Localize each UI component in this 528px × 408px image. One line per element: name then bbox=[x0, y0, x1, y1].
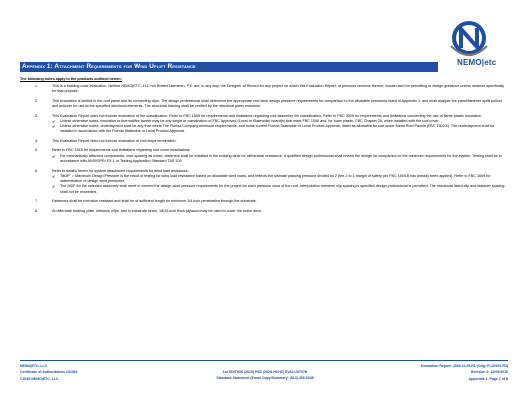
list-item-text: Refer to details herein for system attachment requirements for wind load resistance. bbox=[52, 168, 189, 173]
sub-item-text: "MDP" = Maximum Design Pressure is the result of testing for wind load resistance based on allowable wind loads, and reflects the ultimate passing pressure divided by 2 (the 2 to 1 margin of safety per FBC 1504.8 has already been applied). Refer to FBC 1609 for determination of design wind pressures. bbox=[60, 173, 491, 184]
footer-right bbox=[421, 363, 508, 382]
footer-left bbox=[20, 363, 77, 382]
checkmark-icon: ✔ bbox=[52, 173, 56, 179]
list-item-number: 8. bbox=[35, 208, 39, 213]
notes-list bbox=[20, 84, 508, 218]
list-item bbox=[20, 148, 508, 164]
footer-report-number: Evaluation Report: 4545.11.25-R1 (Orig: FL10520-R4) bbox=[420, 364, 508, 368]
footer-company: NEMO|ETC, LLC bbox=[20, 364, 48, 368]
list-item bbox=[20, 139, 508, 144]
list-item-number: 1. bbox=[35, 84, 39, 88]
footer-divider bbox=[20, 360, 508, 361]
list-item-number: 2. bbox=[35, 98, 39, 103]
list-item-number: 4. bbox=[35, 138, 39, 143]
checkmark-icon: ✔ bbox=[52, 118, 56, 124]
title-bar bbox=[20, 62, 438, 72]
list-item-text: Fasteners shall be corrosion resistant and shall be of sufficient length for minimum 3/4-inch penetration through the substrate. bbox=[52, 199, 257, 204]
sub-item-text: Unless otherwise noted, underlayment shall be any that meets The Florida Company minimum requirements, and holds current Florida Statewide or Local Product Approval; listed as allowable for use under Metal Roof Panels (FBC 1502.4). The underlayment shall be installed in accordance with the Florida Statewide or Local Product Approval. bbox=[60, 124, 495, 134]
page-title: Appendix 1: Attachment Requirements for Wind Uplift Resistance bbox=[22, 63, 196, 70]
sub-item bbox=[52, 154, 508, 165]
footer-copyright: ©2015 NEMO|ETC, LLC bbox=[20, 376, 59, 381]
list-item-number: 3. bbox=[35, 113, 39, 118]
sub-item-text: The MDP for the selected assembly shall meet or exceed the design wind pressure requirements for the project for each pressure zone of the roof. Interpolation between clip spacing is specified design professional is permitted. The maximum listed clip and fastener spacing shall not be exceeded. bbox=[60, 184, 505, 194]
list-item-number: 6. bbox=[35, 168, 39, 173]
list-item-text: This is a building code evaluation. Neither NEMO|ETC, LLC nor Robert Nieminen, P.E. are, in any way, the Designer of Record for any project on which this Evaluation Report, or previous versions thereof, is/was used for permitting or design guidance unless retained specifically for that purpose. bbox=[52, 84, 505, 94]
sub-item bbox=[52, 124, 508, 135]
footer-revision: Revision 2: 12/09/2015 bbox=[470, 370, 508, 375]
list-item bbox=[20, 169, 508, 195]
checkmark-icon: ✔ bbox=[52, 153, 56, 159]
list-item bbox=[20, 84, 508, 95]
footer-center bbox=[180, 369, 350, 382]
list-item bbox=[20, 199, 508, 204]
logo-text: NEMO|etc bbox=[457, 58, 497, 67]
checkmark-icon: ✔ bbox=[52, 184, 56, 190]
list-item-text: An alternate bearing plate, between clips, and in substrate seam, 18/32-inch thick plywood may be used to cover the entire deck. bbox=[52, 208, 262, 213]
list-item-text: Refer to FBC 1515 for requirements and limitations regarding roof cover installations. bbox=[52, 148, 191, 153]
footer-page: Appendix 1, Page 1 of 8 bbox=[468, 376, 508, 381]
sub-item bbox=[52, 174, 508, 185]
list-item-text: This Evaluation Report does not include evaluation of roof slope termination. bbox=[52, 138, 177, 143]
list-item-number: 5. bbox=[35, 148, 39, 153]
footer-edition: 1st EDITION (2015) FBC (NON-HVHZ) EVALUATION bbox=[222, 370, 308, 374]
footer-certificate: Certificate of Authorization #32469 bbox=[20, 370, 78, 375]
list-item bbox=[20, 114, 508, 135]
sub-item bbox=[52, 184, 508, 195]
sub-item-text: Unless otherwise noted, insulation or thermal/fire barrier may be any single or combination of FBC Approved (Local or Statewide) board(s) that meet FBC 1508 and, for foam plastic, FBC Chapter 26, when installed with the roof cover. bbox=[60, 118, 440, 123]
sub-item-text: For mechanically attached components, over-spacing as noted, fasteners shall be installed in the existing deck for withdrawal resistance. A qualified design professional shall review the design for comparison to the minimum requirements for the system. Testing shall be in accordance with ANSI/SPRI FX-1 or Testing Application Standard TAS 105. bbox=[60, 153, 502, 164]
list-item bbox=[20, 209, 508, 214]
intro-note: The following notes apply to the products outlined herein: bbox=[20, 77, 122, 81]
list-item-number: 7. bbox=[35, 199, 39, 204]
list-item bbox=[20, 99, 508, 110]
list-item-text: This evaluation is limited to the roof panel and its connecting clips. The design professional shall determine the appropriate roof deck design pressure requirements for comparison to the allowable pressures listed in Appendix 1, and shall analyze the panel/fastener uplift pullout and pullover for use at the specified structural elements. The structural framing shall be verified by the structural plans examiner. bbox=[52, 98, 502, 109]
list-item-text: This Evaluation Report does not include evaluation of fire classification. Refer to FBC 1505 for requirements and limitations regarding roof assembly fire classification. Refer to FBC 3009 for requirements and limitations concerning the use of flame plastic insulation. bbox=[52, 113, 482, 118]
checkmark-icon: ✔ bbox=[52, 124, 56, 130]
footer-contact: Standard Statement (Email Copy/Summary: (813) 455-5338 bbox=[216, 376, 314, 381]
